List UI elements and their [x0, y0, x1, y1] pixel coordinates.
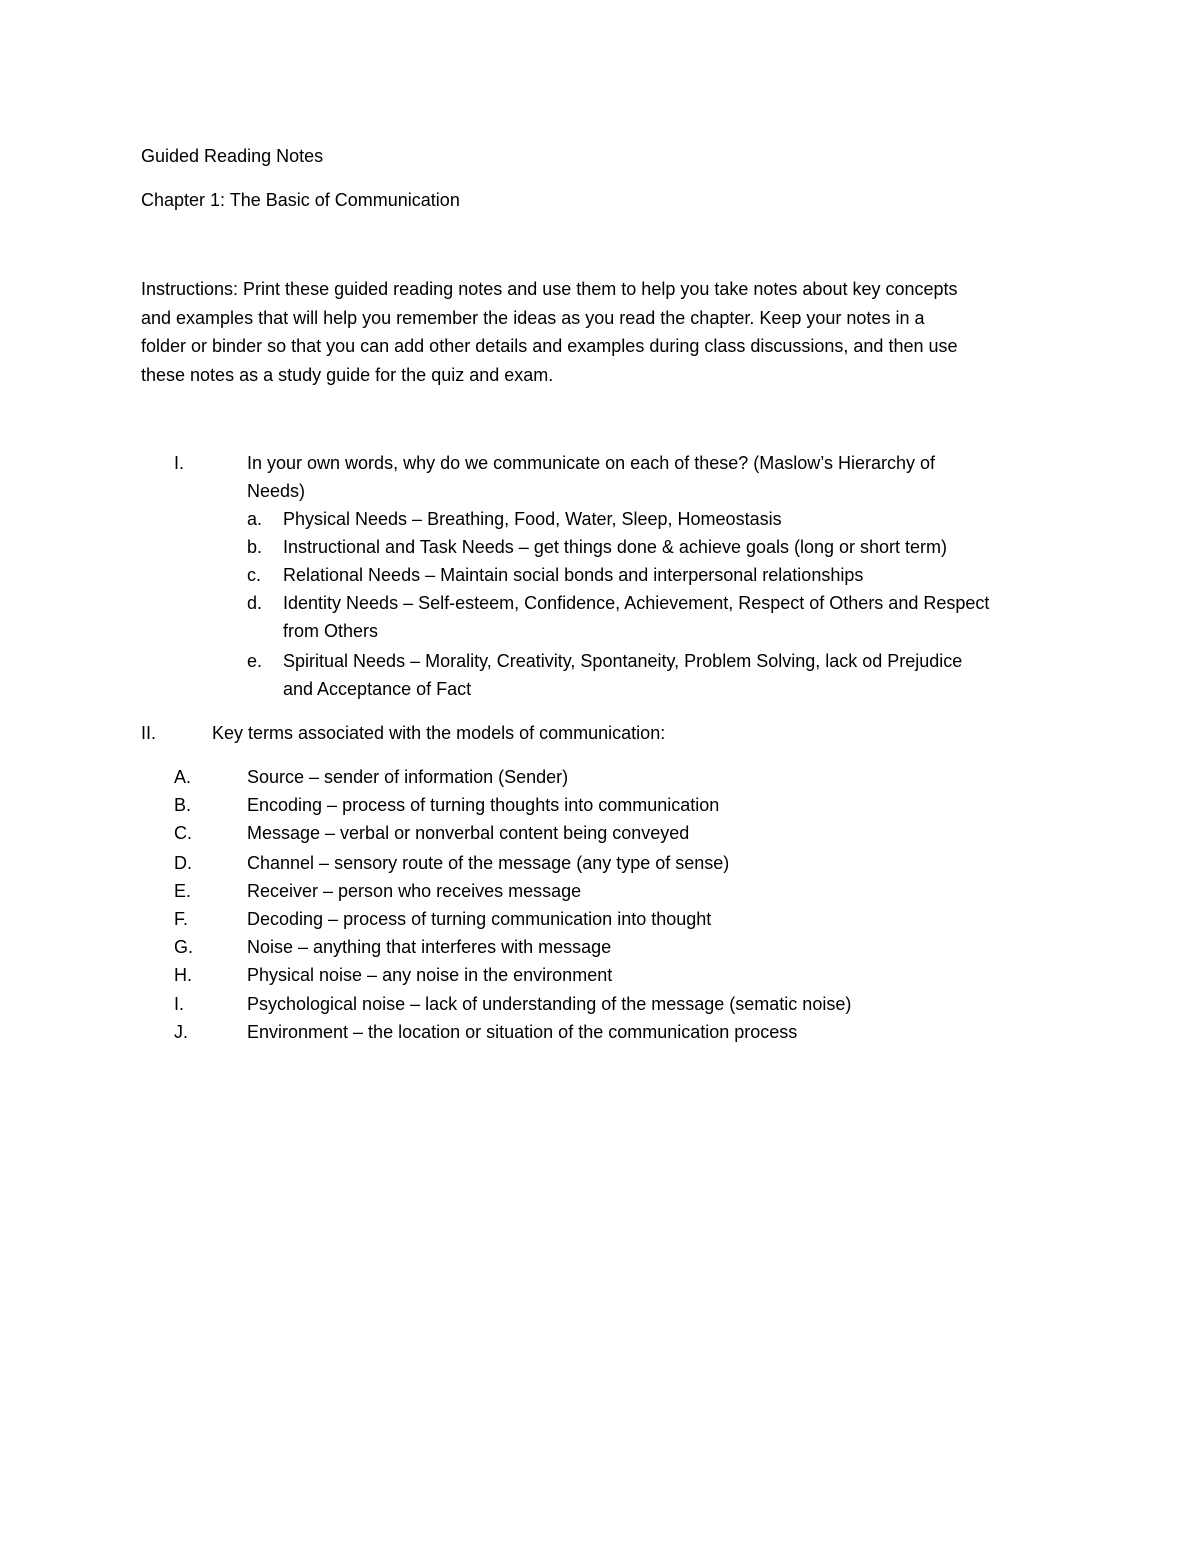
list-marker: d.: [247, 593, 263, 613]
list-item-text: Identity Needs – Self-esteem, Confidence, Achievement, Respect of Others and Respect: [283, 593, 990, 613]
list-marker: e.: [247, 651, 263, 671]
list-marker: F.: [174, 909, 189, 929]
instructions-line: and examples that will help you remember the ideas as you read the chapter. Keep your notes in a: [141, 307, 925, 328]
list-marker: G.: [174, 937, 194, 957]
section-heading: Key terms associated with the models of communication:: [212, 723, 666, 743]
list-marker: D.: [174, 853, 192, 873]
list-item-text: Physical noise – any noise in the environment: [247, 965, 613, 985]
list-item-text: and Acceptance of Fact: [283, 679, 472, 699]
instructions-line: Instructions: Print these guided reading notes and use them to help you take notes about key concepts: [141, 279, 958, 299]
document-title: Guided Reading Notes: [141, 146, 324, 166]
list-item-text: from Others: [283, 621, 379, 641]
list-marker: J.: [174, 1022, 189, 1042]
list-item-text: Encoding – process of turning thoughts into communication: [247, 795, 720, 815]
list-item-text: Instructional and Task Needs – get things done & achieve goals (long or short term): [283, 537, 948, 557]
section-numeral: II.: [141, 723, 157, 743]
list-item-text: Channel – sensory route of the message (any type of sense): [247, 853, 730, 873]
instructions-paragraph: [141, 275, 1061, 389]
list-item-text: Relational Needs – Maintain social bonds and interpersonal relationships: [283, 565, 864, 585]
list-item-text: Decoding – process of turning communication into thought: [247, 909, 712, 929]
section-numeral: I.: [174, 453, 185, 473]
list-item-text: Source – sender of information (Sender): [247, 767, 569, 787]
list-item-text: Message – verbal or nonverbal content being conveyed: [247, 823, 690, 843]
list-marker: c.: [247, 565, 262, 585]
list-marker: E.: [174, 881, 192, 901]
list-item-text: Psychological noise – lack of understanding of the message (sematic noise): [247, 994, 852, 1014]
list-marker: H.: [174, 965, 192, 985]
list-item-text: Spiritual Needs – Morality, Creativity, Spontaneity, Problem Solving, lack od Prejudice: [283, 651, 963, 671]
list-item-text: Physical Needs – Breathing, Food, Water, Sleep, Homeostasis: [283, 509, 782, 529]
list-marker: A.: [174, 767, 192, 787]
section-heading-line: In your own words, why do we communicate on each of these? (Maslow’s Hierarchy of: [247, 453, 935, 473]
list-item-text: Noise – anything that interferes with message: [247, 937, 612, 957]
list-item-text: Environment – the location or situation of the communication process: [247, 1022, 798, 1042]
instructions-line: folder or binder so that you can add other details and examples during class discussions, and then use: [141, 336, 958, 356]
list-marker: a.: [247, 509, 263, 529]
list-marker: I.: [174, 994, 185, 1014]
list-marker: B.: [174, 795, 192, 815]
list-marker: b.: [247, 537, 263, 557]
instructions-line: these notes as a study guide for the quiz and exam.: [141, 364, 554, 385]
list-marker: C.: [174, 823, 192, 843]
section-heading-line: Needs): [247, 481, 306, 501]
list-item-text: Receiver – person who receives message: [247, 881, 582, 901]
chapter-title: Chapter 1: The Basic of Communication: [141, 190, 460, 210]
